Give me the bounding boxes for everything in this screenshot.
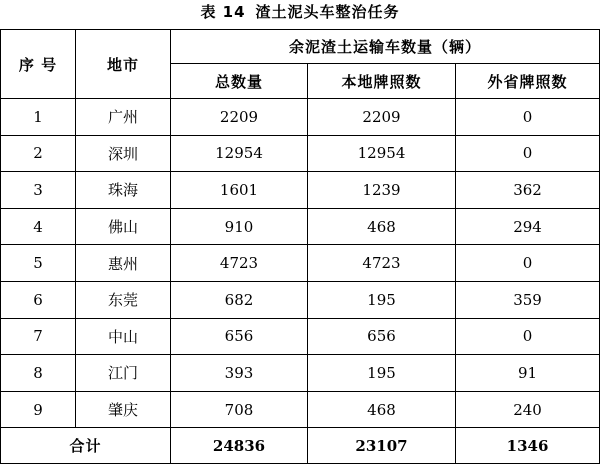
- header-group: 余泥渣土运输车数量（辆）: [171, 30, 600, 64]
- row-total: 656: [171, 318, 308, 355]
- row-total: 4723: [171, 245, 308, 282]
- task-table: [0, 29, 600, 464]
- row-city: 深圳: [76, 135, 171, 172]
- row-local: 12954: [308, 135, 456, 172]
- row-index: 6: [1, 281, 76, 318]
- row-city: 佛山: [76, 208, 171, 245]
- row-other: 0: [456, 99, 600, 136]
- row-total: 393: [171, 355, 308, 392]
- row-other: 0: [456, 245, 600, 282]
- header-row-1: [1, 30, 600, 64]
- row-local: 2209: [308, 99, 456, 136]
- row-index: 8: [1, 355, 76, 392]
- row-local: 195: [308, 355, 456, 392]
- table-row: [1, 99, 600, 136]
- table-row: [1, 245, 600, 282]
- table-row: [1, 172, 600, 209]
- row-local: 656: [308, 318, 456, 355]
- row-local: 468: [308, 391, 456, 428]
- totals-row: [1, 428, 600, 464]
- row-other: 0: [456, 135, 600, 172]
- table-row: [1, 318, 600, 355]
- header-other: 外省牌照数: [456, 64, 600, 99]
- header-city: 地市: [76, 30, 171, 99]
- row-index: 2: [1, 135, 76, 172]
- table-title: 渣土泥头车整治任务: [255, 3, 400, 21]
- table-body: [1, 99, 600, 428]
- row-city: 广州: [76, 99, 171, 136]
- row-total: 708: [171, 391, 308, 428]
- row-total: 2209: [171, 99, 308, 136]
- totals-label: 合计: [1, 428, 171, 464]
- table-caption: [0, 0, 600, 26]
- row-other: 0: [456, 318, 600, 355]
- row-city: 江门: [76, 355, 171, 392]
- table-number: 表 14: [200, 3, 246, 21]
- row-total: 12954: [171, 135, 308, 172]
- table-row: [1, 281, 600, 318]
- row-city: 东莞: [76, 281, 171, 318]
- row-other: 362: [456, 172, 600, 209]
- header-index: 序 号: [1, 30, 76, 99]
- row-index: 4: [1, 208, 76, 245]
- table-row: [1, 355, 600, 392]
- row-index: 3: [1, 172, 76, 209]
- table-row: [1, 135, 600, 172]
- totals-other: 1346: [456, 428, 600, 464]
- row-index: 7: [1, 318, 76, 355]
- row-local: 1239: [308, 172, 456, 209]
- row-city: 肇庆: [76, 391, 171, 428]
- row-index: 9: [1, 391, 76, 428]
- table-row: [1, 208, 600, 245]
- row-other: 91: [456, 355, 600, 392]
- table-footer: [1, 428, 600, 464]
- row-city: 中山: [76, 318, 171, 355]
- row-local: 468: [308, 208, 456, 245]
- row-total: 910: [171, 208, 308, 245]
- row-index: 5: [1, 245, 76, 282]
- row-local: 195: [308, 281, 456, 318]
- table-row: [1, 391, 600, 428]
- row-other: 240: [456, 391, 600, 428]
- totals-local: 23107: [308, 428, 456, 464]
- row-total: 682: [171, 281, 308, 318]
- header-local: 本地牌照数: [308, 64, 456, 99]
- totals-total: 24836: [171, 428, 308, 464]
- row-other: 359: [456, 281, 600, 318]
- row-city: 珠海: [76, 172, 171, 209]
- row-local: 4723: [308, 245, 456, 282]
- header-total: 总数量: [171, 64, 308, 99]
- row-other: 294: [456, 208, 600, 245]
- row-index: 1: [1, 99, 76, 136]
- table-header: [1, 30, 600, 99]
- row-total: 1601: [171, 172, 308, 209]
- row-city: 惠州: [76, 245, 171, 282]
